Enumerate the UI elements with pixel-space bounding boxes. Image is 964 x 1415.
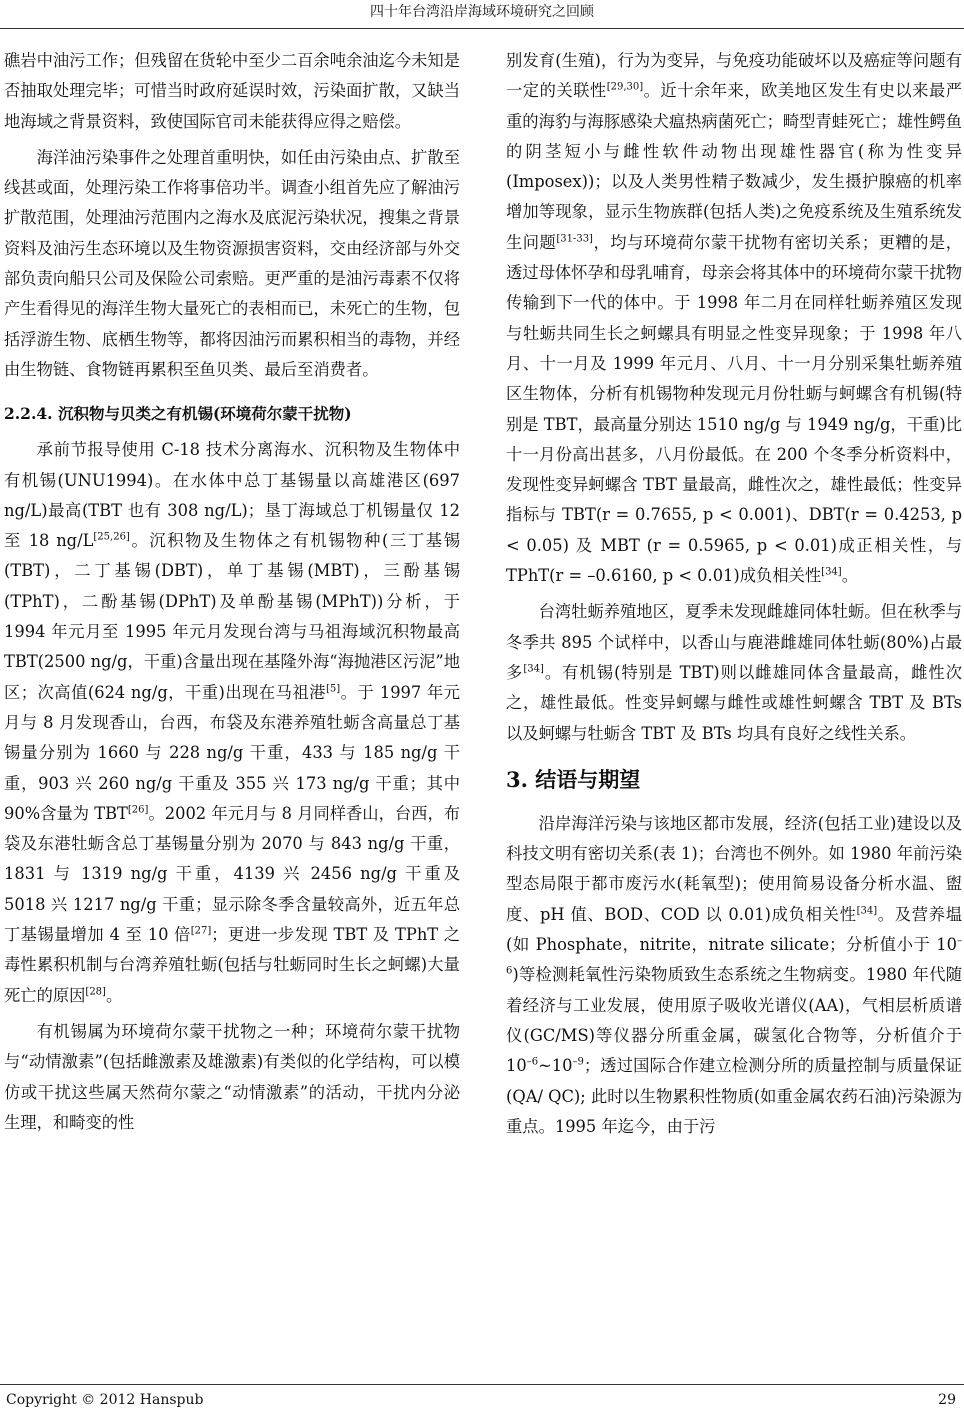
right-column [506,46,962,1142]
running-title: 四十年台湾沿岸海域环境研究之回顾 [370,4,594,20]
text-run: ；更进一步发现 TBT 及 TPhT 之毒性累积机制与台湾养殖牡蛎(包括与牡蛎同时生长之蚵螺)大量死亡的原因 [4,925,461,1005]
text-run: 台湾牡蛎养殖地区，夏季未发现雌雄同体牡蛎。但在秋季与冬季共 895 个试样中，以香山与鹿港雌雄同体牡蛎(80%)占最多 [506,602,962,682]
text-run: 。沉积物及生物体之有机锡物种(三丁基锡(TBT)，二丁基锡(DBT)，单丁基锡(MBT)，三酚基锡(TPhT)，二酚基锡(DPhT)及单酚基锡(MPhT))分析，于 1994 年元月至 1995 年元月发现台湾与马祖海域沉积物最高 TBT(2500 ng/g，干重)含量出现在基隆外海“海抛港区污泥”地区；次高值(624 ng/g，干重)出现在马祖港 [4,531,460,702]
citation: [31-33] [556,233,593,245]
citation: [34] [856,905,878,917]
text-run: ，均与环境荷尔蒙干扰物有密切关系；更糟的是，透过母体怀孕和母乳哺育，母亲会将其体中的环境荷尔蒙干扰物传输到下一代的体中。于 1998 年二月在同样牡蛎养殖区发现与牡蛎共同生长之蚵螺具有明显之性变异现象；于 1998 年八月、十一月及 1999 年元月、八月、十一月分别采集牡蛎养殖区生物体，分析有机锡物种发现元月份牡蛎与蚵螺含有机锡(特别是 TBT，最高量分别达 1510 ng/g 与 1949 ng/g，干重)比十一月份高出甚多，八月份最低。在 200 个冬季分析资料中，发现性变异蚵螺含 TBT 量最高，雌性次之，雄性最低；性变异指标与 TBT(r = 0.7655, p < 0.001)、DBT(r = 0.4253, p < 0.05) 及 MBT (r = 0.5965, p < 0.01)成正相关性，与 TPhT(r = –0.6160, p < 0.01)成负相关性 [506,232,962,586]
citation: [5] [325,683,341,695]
text-run: ；透过国际合作建立检测分所的质量控制与质量保证(QA/ QC); 此时以生物累积性物质(如重金属农药石油)污染源为重点。1995 年迄今，由于污 [506,1056,962,1136]
text-run: 。于 1997 年元月与 8 月发现香山，台西，布袋及东港养殖牡蛎含高量总丁基锡量分别为 1660 与 228 ng/g 干重，433 与 185 ng/g 干重，903 兴 260 ng/g 干重及 355 兴 173 ng/g 干重；其中 90%含量为 TBT [4,682,460,823]
citation: [25,26] [93,531,130,543]
citation: [34] [821,566,842,578]
paragraph [506,597,962,748]
citation: [34] [523,663,544,675]
text-run: 。2002 年元月与 8 月同样香山，台西，布袋及东港牡蛎含总丁基锡量分别为 2070 与 843 ng/g 干重，1831 与 1319 ng/g 干重，4139 兴 2456 ng/g 干重及 5018 兴 1217 ng/g 干重；显示除冬季含量较高外，近五年总丁基锡量增加 4 至 10 倍 [4,803,461,945]
citation: [28] [85,986,106,998]
paragraph: 礁岩中油污工作；但残留在货轮中至少二百余吨余油迄今未知是否抽取处理完毕；可惜当时政府延误时效，污染面扩散，又缺当地海域之背景资料，致使国际官司未能获得应得之赔偿。 [4,51,460,131]
text-run: 。近十余年来，欧美地区发生有史以来最严重的海豹与海豚感染犬瘟热病菌死亡；畸型青蛙死亡；雄性鳄鱼的阴茎短小与雌性软件动物出现雄性器官(称为性变异(Imposex))；以及人类男性精子数减少，发生摄护腺癌的机率增加等现象，显示生物族群(包括人类)之免疫系统及生殖系统发生问题 [506,81,962,252]
running-header [0,0,964,29]
text-run: 沿岸海洋污染与该地区都市发展，经济(包括工业)建设以及科技文明有密切关系(表 1)；台湾也不例外。如 1980 年前污染型态局限于都市废污水(耗氧型)；使用简易设备分析水温、盥度、pH 值、BOD、COD 以 0.01)成负相关性 [506,813,962,924]
text-run: ~10 [538,1056,573,1076]
text-run: )等检测耗氧性污染物质致生态系统之生物病变。1980 年代随着经济与工业发展，使用原子吸收光谱仪(AA)，气相层析质谱仪(GC/MS)等仪器分所重金属，碳氢化合物等，分析值介于 10 [506,965,962,1076]
copyright-text: Copyright © 2012 Hanspub [6,1392,204,1408]
exponent: –6 [526,1056,539,1068]
text-run: 。 [105,985,123,1005]
text-run: 承前节报导使用 C-18 技术分离海水、沉积物及生物体中有机锡(UNU1994)。在水体中总丁基锡量以高雄港区(697 ng/L)最高(TBT 也有 308 ng/L)；垦丁海域总丁机锡量仅 12 至 18 ng/L [4,440,460,551]
exponent: –9 [572,1056,584,1068]
left-column [4,46,460,1138]
paragraph [506,809,962,1142]
text-run: 。 [841,566,858,586]
citation: [27] [190,925,212,937]
paragraph [4,435,460,1011]
paragraph: 海洋油污染事件之处理首重明快，如任由污染由点、扩散至线甚或面，处理污染工作将事倍功半。调查小组首先应了解油污扩散范围，处理油污范围内之海水及底泥污染状况，搜集之背景资料及油污生态环境以及生物资源损害资料，交由经济部与外交部负责向船只公司及保险公司索赔。更严重的是油污毒素不仅将产生看得见的海洋生物大量死亡的表相而已，未死亡的生物，包括浮游生物、底栖生物等，都将因油污而累积相当的毒物，并经由生物链、食物链再累积至鱼贝类、最后至消费者。 [4,147,460,379]
section-heading: 3. 结语与期望 [506,766,641,792]
subsection-heading: 2.2.4. 沉积物与贝类之有机锡(环境荷尔蒙干扰物) [4,404,352,424]
text-run: 别发育(生殖)，行为为变异，与免疫功能破坏以及癌症等问题有一定的关联性 [506,51,962,101]
exponent: –6 [506,935,962,977]
page-footer [0,1384,964,1415]
text-run: 。及营养塭(如 Phosphate，nitrite，nitrate silicate；分析值小于 10 [506,904,962,955]
citation: [29,30] [606,81,644,93]
page-number: 29 [938,1392,956,1408]
paragraph: 有机锡属为环境荷尔蒙干扰物之一种；环境荷尔蒙干扰物与“动情激素”(包括雌激素及雄激素)有类似的化学结构，可以模仿或干扰这些属天然荷尔蒙之“动情激素”的活动，干扰内分泌生理，和畸变的性 [4,1021,460,1132]
text-run: 。有机锡(特别是 TBT)则以雌雄同体含量最高，雌性次之，雄性最低。性变异蚵螺与雌性或雄性蚵螺含 TBT 及 BTs 以及蚵螺与牡蛎含 TBT 及 BTs 均具有良好之线性关系。 [506,662,962,743]
paragraph [506,46,962,591]
citation: [26] [127,804,149,816]
